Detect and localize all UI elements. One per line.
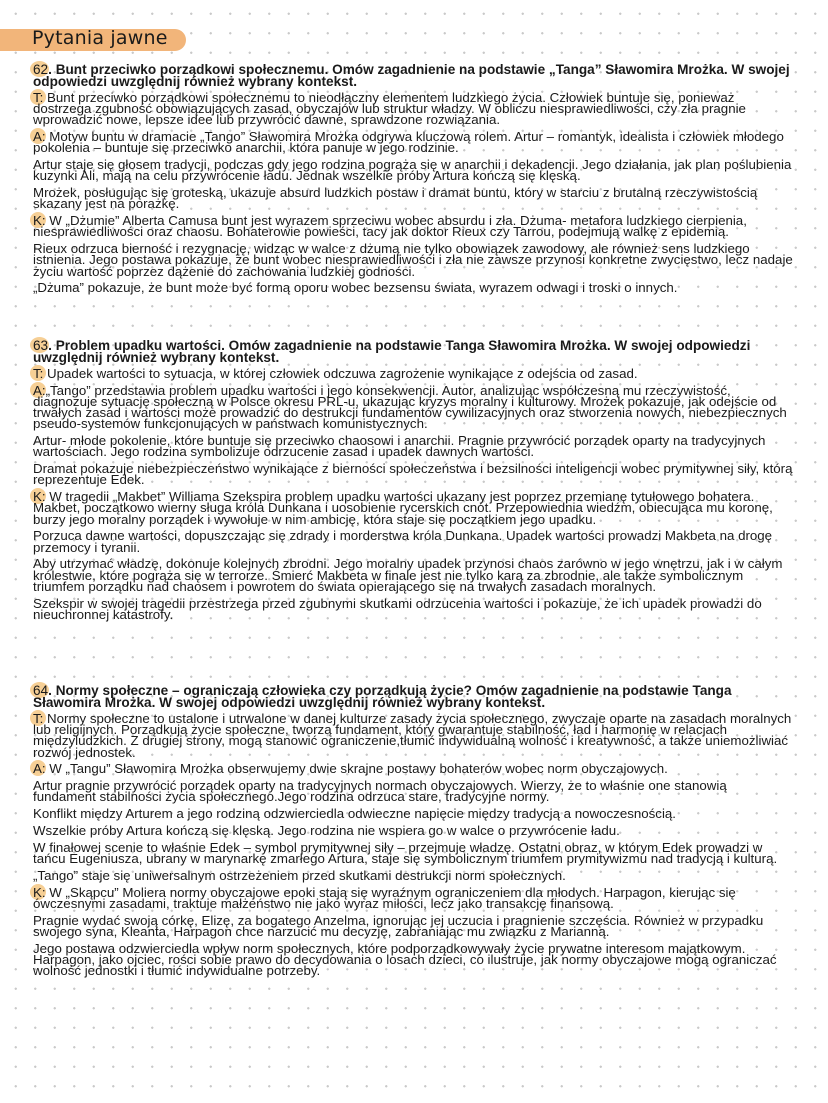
- body-paragraph: Konflikt między Arturem a jego rodziną odzwierciedla odwieczne napięcie między tradycją a nowoczesnością.: [33, 806, 677, 822]
- body-paragraph: Porzuca dawne wartości, dopuszczając się zdrady i morderstwa króla Dunkana. Upadek wartości prowadzi Makbeta na drogę przemocy i tyranii.: [33, 528, 773, 555]
- label-marker: A:: [33, 761, 46, 777]
- question-64: [33, 685, 793, 982]
- label-marker: T:: [33, 90, 44, 105]
- question-title: 64. Normy społeczne – ograniczają człowieka czy porządkują życie? Omów zagadnienie na podstawie Tanga Sławomira Mrożka. W swojej odpowiedzi uwzględnij również wybrany kontekst.: [33, 683, 732, 710]
- label-marker: K:: [33, 213, 46, 229]
- label-marker: A:: [33, 382, 46, 398]
- label-marker: K:: [33, 884, 46, 900]
- body-paragraph: Aby utrzymać władzę, dokonuje kolejnych zbrodni. Jego moralny upadek przynosi chaos zarówno w jego wnętrzu, jak i w całym królestwie, które pogrąża się w terrorze. Śmierć Makbeta w finale jest nie tylko karą za zbrodnie, ale także symbolicznym triumfem porządku nad chaosem i powrotem do świata opierającego się na trwałych zasadach moralnych.: [33, 556, 783, 594]
- thesis-paragraph: T: Normy społeczne to ustalone i utrwalone w danej kulturze zasady życia społecznego, zwyczaje oparte na zasadach moralnych lub religijnych. Porządkują życie społeczne, tworzą fundament, który gwarantuje stabilność, ład i harmonię w relacjach międzyludzkich. Z drugiej strony, mogą stanowić ograniczenie,tłumić indywidualną wolność i kreatywność, a także uniemożliwiać rozwój jednostek.: [33, 711, 792, 760]
- analysis-paragraph: A: Motyw buntu w dramacie „Tango” Sławomira Mrożka odgrywa kluczową rolem. Artur – romantyk, idealista i człowiek młodego pokolenia – buntuje się przeciwko anarchii, która panuje w jego rodzinie.: [33, 129, 784, 156]
- question-63: [33, 340, 793, 626]
- question-title: 63. Problem upadku wartości. Omów zagadnienie na podstawie Tanga Sławomira Mrożka. W swojej odpowiedzi uwzględnij również wybrany kontekst.: [33, 338, 751, 365]
- question-number-marker: 63: [33, 338, 49, 353]
- question-62: [33, 64, 793, 299]
- analysis-paragraph: A: W „Tangu” Sławomira Mrożka obserwujemy dwie skrajne postawy bohaterów wobec norm obyczajowych.: [33, 761, 668, 777]
- label-marker: A:: [33, 129, 46, 145]
- body-paragraph: Dramat pokazuje niebezpieczeństwo wynikające z bierności społeczeństwa i bezsilności inteligencji wobec prymitywnej siły, którą reprezentuje Edek.: [33, 461, 793, 488]
- body-paragraph: W finałowej scenie to właśnie Edek – symbol prymitywnej siły – przejmuje władzę. Ostatni obraz, w którym Edek prowadzi w tańcu Eugeniusza, ubrany w marynarkę zmarłego Artura, staje się symbolicznym triumfem prymitywizmu nad tradycją i kulturą.: [33, 839, 778, 866]
- body-paragraph: Pragnie wydać swoją córkę, Elizę, za bogatego Anzelma, ignorując jej uczucia i pragnienie szczęścia. Również w przypadku swojego syna, Kleanta, Harpagon chce narzucić mu decyzję, zabraniając mu związku z Marianną.: [33, 912, 764, 939]
- thesis-paragraph: T: Bunt przeciwko porządkowi społecznemu to nieodłączny elementem ludzkiego życia. Człowiek buntuje się, ponieważ dostrzega zgubność obowiązujących zasad, obyczajów lub struktur władzy. W obliczu niesprawiedliwości, czy zła pragnie wprowadzić nowe, lepsze idee lub przywrócić dawne, sprawdzone rozwiązania.: [33, 90, 746, 128]
- label-marker: K:: [33, 489, 46, 505]
- body-paragraph: Wszelkie próby Artura kończą się klęską. Jego rodzina nie wspiera go w walce o przywrócenie ładu.: [33, 823, 620, 838]
- context-paragraph: K: W „Dżumie” Alberta Camusa bunt jest wyrazem sprzeciwu wobec absurdu i zła. Dżuma- metafora ludzkiego cierpienia, niesprawiedliwości oraz chaosu. Bohaterowie powieści, tacy jak doktor Rieux czy Tarrou, podejmują walkę z epidemią.: [33, 213, 747, 240]
- question-number-marker: 64: [33, 683, 49, 698]
- body-paragraph: Artur staje się głosem tradycji, podczas gdy jego rodzina pogrąża się w anarchii i dekadencji. Jego działania, jak plan poślubienia kuzynki Ali, mają na celu przywrócenie ładu. Jednak wszelkie próby Artura kończą się klęską.: [33, 157, 792, 184]
- section-title: Pytania jawne: [32, 27, 168, 49]
- body-paragraph: Artur- młode pokolenie, które buntuje się przeciwko chaosowi i anarchii. Pragnie przywrócić porządek oparty na tradycyjnych wartościach. Jego rodzina symbolizuje odrzucenie zasad i upadek dawnych wartości.: [33, 433, 766, 460]
- body-paragraph: Artur pragnie przywrócić porządek oparty na tradycyjnych normach obyczajowych. Wierzy, że to właśnie one stanowią fundament stabilności życia społecznego.Jego rodzina odrzuca stare, tradycyjne normy.: [33, 778, 727, 805]
- body-paragraph: „Dżuma” pokazuje, że bunt może być formą oporu wobec bezsensu świata, wyrazem odwagi i troski o innych.: [33, 280, 678, 296]
- label-marker: T:: [33, 711, 44, 726]
- body-paragraph: „Tango” staje się uniwersalnym ostrzeżeniem przed skutkami destrukcji norm społecznych.: [33, 867, 566, 883]
- body-paragraph: Jego postawa odzwierciedla wpływ norm społecznych, które podporządkowywały życie prywatne interesom majątkowym. Harpagon, jako ojciec, rości sobie prawo do decydowania o losach dzieci, co ilustruje, jak normy obyczajowe mogą ograniczać wolność jednostki i tłumić indywidualne potrzeby.: [33, 940, 777, 978]
- body-paragraph: Mrożek, posługując się groteską, ukazuje absurd ludzkich postaw i dramat buntu, który w starciu z brutalną rzeczywistością skazany jest na porażkę.: [33, 185, 758, 212]
- thesis-paragraph: T: Upadek wartości to sytuacja, w której człowiek odczuwa zagrożenie wynikające z odejścia od zasad.: [33, 366, 638, 381]
- question-number-marker: 62: [33, 62, 49, 77]
- question-title: 62. Bunt przeciwko porządkowi społecznemu. Omów zagadnienie na podstawie „Tanga” Sławomira Mrożka. W swojej odpowiedzi uwzględnij również wybrany kontekst.: [33, 62, 790, 89]
- context-paragraph: K: W „Skąpcu” Moliera normy obyczajowe epoki stają się wyraźnym ograniczeniem dla młodych. Harpagon, kierując się ówczesnymi zasadami, traktuje małżeństwo nie jako wyraz miłości, lecz jako transakcję finansową.: [33, 884, 736, 911]
- body-paragraph: Szekspir w swojej tragedii przestrzega przed zgubnymi skutkami odrzucenia wartości i pokazuje, że ich upadek prowadzi do nieuchronnej katastrofy.: [33, 595, 762, 622]
- analysis-paragraph: A:„Tango” przedstawia problem upadku wartości i jego konsekwencji. Autor, analizując współczesną mu rzeczywistość, diagnozuje sytuację społeczną w Polsce okresu PRL-u, ukazując kryzys moralny i kulturowy. Mrożek pokazuje, jak odejście od trwałych zasad i wartości może prowadzić do destrukcji fundamentów cywilizacyjnych oraz stworzenia nowych, niebezpiecznych pseudo-systemów funkcjonujących w państwach komunistycznych.: [33, 382, 787, 432]
- context-paragraph: K: W tragedii „Makbet” Williama Szekspira problem upadku wartości ukazany jest poprzez przemianę tytułowego bohatera. Makbet, początkowo wierny sługa króla Dunkana i uosobienie rycerskich cnót. Przepowiednia wiedźm, obiecująca mu koronę, burzy jego moralny porządek i wywołuje w nim ambicję, która staje się początkiem jego upadku.: [33, 489, 773, 527]
- body-paragraph: Rieux odrzuca bierność i rezygnację, widząc w walce z dżumą nie tylko obowiązek zawodowy, ale również sens ludzkiego istnienia. Jego postawa pokazuje, że bunt wobec niesprawiedliwości i zła nie zawsze przynosi konkretne zwycięstwo, lecz nadaje życiu wartość poprzez dążenie do zachowania ludzkiej godności.: [33, 241, 793, 279]
- label-marker: T:: [33, 366, 44, 381]
